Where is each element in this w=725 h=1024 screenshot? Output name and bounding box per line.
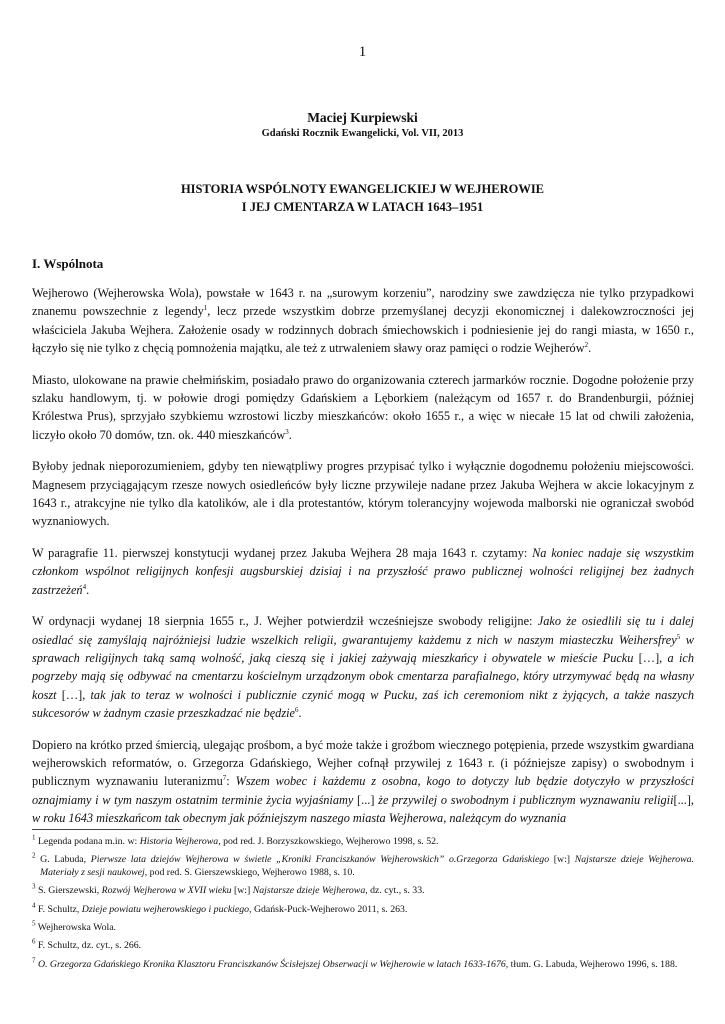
footnote-6-number: 6 [32,938,36,947]
footnote-2-text-c: , pod red. S. Gierszewskiego, Wejherowo 1988, s. 10. [144,867,355,879]
journal-citation: Gdański Rocznik Ewangelicki, Vol. VII, 2013 [261,128,464,139]
paragraph-6-text-b: : [226,774,236,789]
footnote-ref-7[interactable]: 7 [222,774,227,783]
footnote-3-text-a: S. Gierszewski, [35,885,102,897]
paragraph-5-ellipsis-1: […], [633,650,668,665]
paragraph-5-quote-2: w sprawach religijnych taką samą wolność, jaką cieszą się i jakiej zażywają mieszkańcy i obywatele w mieście Pucku [32,632,694,665]
footnote-4-number: 4 [32,901,36,910]
footnote-2-text-b: [w:] [549,854,575,866]
footnote-6 [32,940,694,953]
footnote-3-title-1: Rozwój Wejherowa w XVII wieku [101,885,232,897]
footnote-2-text-a: G. Labuda, [35,854,91,866]
footnote-2 [32,854,694,880]
footnote-2-number: 2 [32,852,36,861]
paragraph-4 [32,544,694,599]
page-number: 1 [358,44,367,60]
paragraph-4-text-a: W paragrafie 11. pierwszej konstytucji wydanej przez Jakuba Wejhera 28 maja 1643 r. czytamy: [32,545,533,560]
footnote-7-title: O. Grzegorza Gdańskiego Kronika Klasztoru Franciszkanów Ścisłejszej Obserwacji w Wejherowie w latach 1633-1676 [35,958,506,970]
article-title-line-2: I JEJ CMENTARZA W LATACH 1643–1951 [241,200,484,214]
paragraph-2 [32,371,694,445]
footnote-5-number: 5 [32,919,36,928]
footnote-ref-5[interactable]: 5 [676,632,681,641]
footnote-7-number: 7 [32,956,36,965]
paragraph-5-quote-3: a ich pogrzeby mają się odbywać na cmentarzu kościelnym urządzonym obok cmentarza parafialnego, który utrzymywać będą na własny koszt [32,650,694,702]
footnote-1-number: 1 [32,833,36,842]
footnote-5-text: Wejherowska Wola. [35,921,116,933]
paragraph-4-text-b: . [86,582,90,597]
footnote-4-text-a: F. Schultz, [35,903,82,915]
footnote-ref-2[interactable]: 2 [584,341,589,350]
footnote-1-title: Historia Wejherowa [139,836,219,847]
paragraph-5-quote-1: Jako że osiedlili się tu i dalej osiedlać się zamyślają najróżniejsi ludzie wszelkich religii, gwarantujemy każdemu z nich w naszym miasteczku Weihersfrey [32,614,694,647]
footnote-7 [32,956,694,972]
footnote-divider [32,829,182,830]
paragraph-5 [32,612,694,722]
paragraph-6-text-a: Dopiero na krótko przed śmiercią, ulegając prośbom, a być może także i groźbom wiecznego potępienia, przede wszystkim gwardiana wejherowskich reformatów, o. Grzegorza Gdańskiego, Wejher cofnął przywilej z 1643 r. (i późniejsze zapisy) o swobodnym i publicznym wyznawaniu luteranizmu [32,737,694,789]
footnote-4-text-b: , Gdańsk-Puck-Wejherowo 2011, s. 263. [249,903,408,915]
footnote-3-title-2: Najstarsze dzieje Wejherowa [252,885,366,897]
footnote-ref-4[interactable]: 4 [82,582,87,591]
footnote-4-title: Dzieje powiatu wejherowskiego i puckiego [81,903,250,915]
paragraph-6-ellipsis-2: [...], [673,792,694,807]
footnote-1 [32,833,694,849]
paragraph-5-quote-4: tak jak to teraz w wolności i publicznie czynić mogą w Pucku, zaś ich ceremoniom nikt z żyjących, a także naszych sukcesorów w żadnym czasie przeszkadzać nie będzie [32,687,695,721]
footnote-2-title-1: Pierwsze lata dziejów Wejherowa w świetle „Kroniki Franciszkanów Wejherowskich” o.Grzegorza Gdańskiego [90,854,550,866]
footnote-2-title-2: Najstarsze dzieje Wejherowa. Materiały z sesji naukowej [40,854,694,879]
paragraph-4-quote: Na koniec nadaje się wszystkim członkom wspólnot religijnych konfesji augsburskiej dzisiaj i na przyszłość prawo publicznej wolności religijnej bez żadnych zastrzeżeń [32,545,694,597]
article-title-line-1: HISTORIA WSPÓLNOTY EWANGELICKIEJ W WEJHEROWIE [180,182,545,196]
footnote-1-text-b: , pod red. J. Borzyszkowskiego, Wejherowo 1998, s. 52. [218,836,439,847]
footnote-ref-3[interactable]: 3 [285,427,289,436]
paragraph-6-ellipsis-1: [...] [353,792,379,807]
paragraph-6-quote-1: Wszem wobec i każdemu z osobna, kogo to dotyczy lub będzie dotyczyło w przyszłości oznajmiamy i w tym naszym ostatnim terminie życia wyjaśniamy [32,774,694,807]
paragraph-5-text-a: W ordynacji wydanej 18 sierpnia 1655 r., J. Wejher potwierdził wcześniejsze swobody religijne: [32,614,538,629]
paragraph-6-quote-2: że przywilej o swobodnym i publicznym wyznawaniu religii [378,792,674,807]
paragraph-1 [32,284,694,358]
footnote-5 [32,919,694,935]
footnote-ref-1[interactable]: 1 [203,304,208,313]
footnote-3-text-b: [w:] [231,885,253,897]
paragraph-1-text-a: Wejherowo (Wejherowska Wola), powstałe w 1643 r. na „surowym korzeniu”, narodziny swe zawdzięcza nie tylko przypadkowi znanemu powszechnie z legendy [32,286,694,319]
footnote-3-text-c: , dz. cyt., s. 33. [365,885,425,897]
paragraph-5-text-b: . [298,706,302,721]
paragraph-1-text-c: . [588,341,592,356]
paragraph-2-text-a: Miasto, ulokowane na prawie chełmińskim, posiadało prawo do organizowania czterech jarmarków rocznie. Dogodne położenie przy szlaku handlowym, tj. w połowie drogi pomiędzy Gdańskiem a Lęborkiem (należącym od 1657 r. do Brandenburgii, później Królestwa Prus), sprzyjało szybkiemu wzrostowi liczby mieszkańców: około 1655 r., a więc w niecałe 15 lat od chwili założenia, liczyło około 70 domów, tzn. ok. 440 mieszkańców [32,372,694,442]
footnote-1-text-a: Legenda podana m.in. w: [35,836,140,847]
paragraph-3: Byłoby jednak nieporozumieniem, gdyby ten niewątpliwy progres przypisać tylko i wyłącznie dogodnemu położeniu miejscowości. Magnesem przyciągającym rzesze nowych osiedleńców były liczne przywileje nadane przez Jakuba Wejhera w akcie lokacyjnym z 1643 r., atrakcyjne nie tylko dla katolików, ale i dla protestantów, którym tolerancyjny wojewoda malborski nie ograniczał swobód wyznaniowych. [32,459,694,529]
footnote-6-text: F. Schultz, dz. cyt., s. 266. [35,940,142,952]
paragraph-6-quote-3: w roku 1643 mieszkańcom tak obecnym jak późniejszym naszego miasta Wejherowa, należącym do wyznania [32,811,567,826]
footnote-ref-6[interactable]: 6 [294,706,299,715]
footnote-7-text-b: , tłum. G. Labuda, Wejherowo 1996, s. 188. [505,958,678,970]
article-title [0,180,725,216]
footnotes [32,833,694,977]
footnote-3-number: 3 [32,883,36,892]
article-body [32,284,694,841]
footnote-4 [32,901,694,917]
paragraph-6 [32,736,694,828]
author-name: Maciej Kurpiewski [307,110,418,125]
paragraph-1-text-b: , lecz przede wszystkim dobrze przemyślanej decyzji ekonomicznej i dalekowzroczności jej właściciela Jakuba Wejhera. Założenie osady w rodzinnych dobrach śmiechowskich i podniesienie jej do rangi miasta, w 1650 r., łączyło się nie tylko z chęcią pomnożenia majątku, ale też z utrwaleniem sławy oraz pamięci o rodzie Wejherów [32,304,695,356]
footnote-3 [32,885,694,898]
paragraph-5-ellipsis-2: […], [56,687,91,702]
section-heading: I. Wspólnota [32,256,104,271]
paragraph-2-text-b: . [288,427,292,442]
